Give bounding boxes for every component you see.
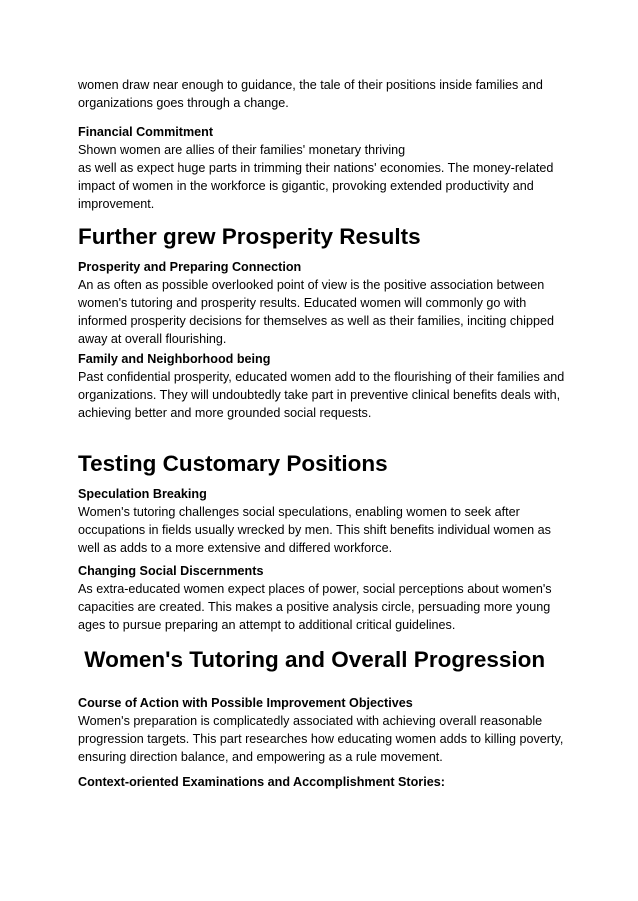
financial-paragraph: Shown women are allies of their families' monetary thriving as well as expect huge parts in trimming their nations' economies. The money-related impact of women in the workforce is gigantic, provoking extended productivity and improvement.	[78, 143, 554, 211]
section3-sub1-paragraph: Women's preparation is complicatedly associated with achieving overall reasonable progression targets. This part researches how educating women adds to killing poverty, ensuring direction balance, and empowering as a rule movement.	[78, 714, 564, 764]
section1-sub2-paragraph: Past confidential prosperity, educated women add to the flourishing of their families and organizations. They will undoubtedly take part in preventive clinical benefits deals with, achieving better and more grounded social requests.	[78, 370, 565, 420]
section1-sub2-heading: Family and Neighborhood being	[78, 352, 271, 366]
section1-title: Further grew Prosperity Results	[78, 224, 421, 249]
section1-sub1-heading: Prosperity and Preparing Connection	[78, 260, 302, 274]
section2-sub1	[78, 485, 568, 557]
section3-title: Women's Tutoring and Overall Progression	[78, 647, 546, 672]
section3-sub2	[78, 773, 568, 791]
section3-sub2-heading: Context-oriented Examinations and Accomplishment Stories:	[78, 775, 445, 789]
section2-sub1-heading: Speculation Breaking	[78, 487, 207, 501]
section1-sub2	[78, 350, 568, 422]
section1	[78, 223, 568, 251]
section1-sub1	[78, 258, 568, 348]
section2	[78, 450, 568, 478]
intro-paragraph: women draw near enough to guidance, the tale of their positions inside families and organizations goes through a change.	[78, 78, 543, 110]
section2-sub2-paragraph: As extra-educated women expect places of power, social perceptions about women's capacities are created. This makes a positive analysis circle, persuading more young ages to pursue preparing an attempt to additional critical guidelines.	[78, 582, 552, 632]
section3-sub1	[78, 694, 568, 766]
section2-sub2	[78, 562, 568, 634]
section3-sub1-heading: Course of Action with Possible Improvement Objectives	[78, 696, 413, 710]
financial-heading: Financial Commitment	[78, 125, 214, 139]
section2-title: Testing Customary Positions	[78, 451, 388, 476]
section3	[78, 646, 568, 674]
section1-sub1-paragraph: An as often as possible overlooked point of view is the positive association between women's tutoring and prosperity results. Educated women will commonly go with informed prosperity decisions for themselves as well as their families, inciting chipped away at overall flourishing.	[78, 278, 554, 346]
section2-sub1-paragraph: Women's tutoring challenges social speculations, enabling women to seek after occupations in fields usually wrecked by men. This shift benefits individual women as well as adds to a more extensive and differed workforce.	[78, 505, 551, 555]
intro-block	[78, 76, 568, 112]
financial-block	[78, 123, 568, 213]
section2-sub2-heading: Changing Social Discernments	[78, 564, 264, 578]
